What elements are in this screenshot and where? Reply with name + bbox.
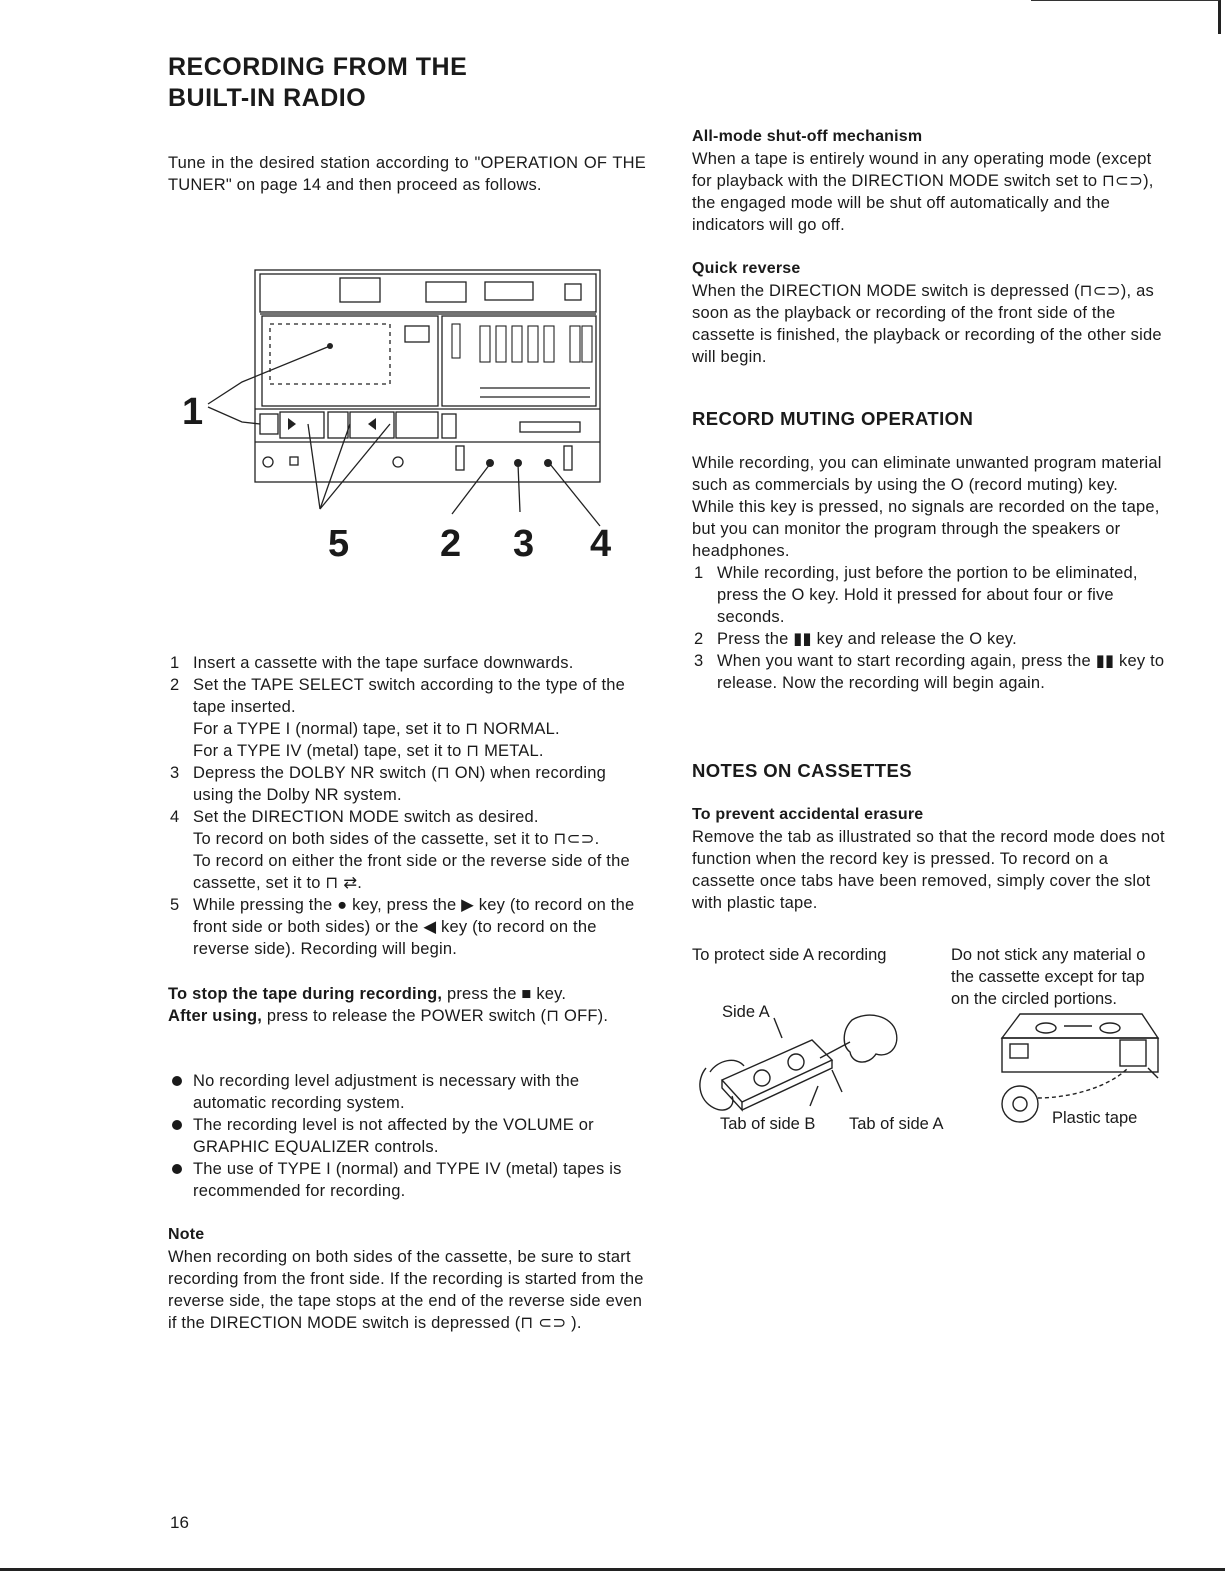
intro-text: Tune in the desired station according to "OPERATION OF THE TUNER" on page 14 and then proceed as follows. [168, 154, 646, 194]
step-number: 1 [694, 564, 704, 582]
label-tab-side-b: Tab of side B [720, 1115, 816, 1133]
shutoff-text: When a tape is entirely wound in any operating mode (except for playback with the DIRECTION MODE switch set to ⊓⊂⊃), the engaged mode will be shut off automatically and the indicators will go off. [692, 150, 1154, 234]
crop-mark [1031, 0, 1221, 34]
callout-4: 4 [590, 523, 612, 565]
step-text: While pressing the ● key, press the ▶ key (to record on the front side or both sides) or the ◀ key (to record on the reverse side). Recording will begin. [193, 896, 635, 958]
step-text: Set the DIRECTION MODE switch as desired. [193, 808, 539, 826]
step-text: Set the TAPE SELECT switch according to the type of the tape inserted. [193, 676, 625, 716]
step-number: 2 [694, 630, 704, 648]
step-text: Insert a cassette with the tape surface downwards. [193, 654, 574, 672]
step-item [168, 894, 646, 960]
callout-2: 2 [440, 523, 462, 565]
step-text: Depress the DOLBY NR switch (⊓ ON) when recording using the Dolby NR system. [193, 764, 607, 804]
note-text: When recording on both sides of the cassette, be sure to start recording from the front side. If the recording is started from the reverse side, the tape stops at the end of the reverse side even if the DIRECTION MODE switch is depressed (⊓ ⊂⊃ ). [168, 1248, 644, 1332]
stop-instructions [168, 983, 646, 1027]
page-title [168, 52, 467, 114]
label-plastic-tape: Plastic tape [1052, 1109, 1138, 1127]
caption-line: the cassette except for tap [951, 968, 1145, 986]
label-side-a: Side A [722, 1003, 770, 1021]
erasure-heading: To prevent accidental erasure [692, 806, 924, 823]
bottom-rule [0, 1568, 1225, 1571]
stop-label: To stop the tape during recording, [168, 985, 443, 1003]
step-number: 2 [170, 676, 180, 694]
intro-paragraph [168, 152, 646, 196]
shutoff-section [692, 126, 1170, 236]
callout-3: 3 [513, 523, 535, 565]
quick-reverse-section [692, 258, 1170, 368]
label-tab-side-a: Tab of side A [849, 1115, 944, 1133]
muting-paragraph-1: While recording, you can eliminate unwanted program material such as commercials by using the O (record muting) key. [692, 454, 1162, 494]
step-number: 3 [170, 764, 180, 782]
callout-1: 1 [182, 391, 204, 433]
notes-on-cassettes-heading: NOTES ON CASSETTES [692, 760, 912, 781]
page-number: 16 [170, 1513, 189, 1532]
muting-step [692, 628, 1170, 650]
bullet-item: The use of TYPE I (normal) and TYPE IV (metal) tapes is recommended for recording. [168, 1158, 646, 1202]
not-stick-caption [951, 944, 1185, 1010]
after-text: press to release the POWER switch (⊓ OFF). [262, 1007, 609, 1025]
step-item [168, 652, 646, 674]
muting-paragraph-2: While this key is pressed, no signals are recorded on the tape, but you can monitor the program through the speakers or headphones. [692, 498, 1160, 560]
after-label: After using, [168, 1007, 263, 1025]
recording-steps [168, 652, 646, 960]
step-item [168, 762, 646, 806]
step-text: To record on either the front side or the reverse side of the cassette, set it to ⊓ ⇄. [193, 852, 630, 892]
quick-reverse-heading: Quick reverse [692, 260, 801, 277]
cassette-tab-illustration [692, 1010, 932, 1120]
step-text: To record on both sides of the cassette, set it to ⊓⊂⊃. [193, 830, 600, 848]
note-heading: Note [168, 1226, 205, 1243]
step-item [168, 674, 646, 762]
step-text: When you want to start recording again, press the ▮▮ key to release. Now the recording will begin again. [717, 652, 1165, 692]
step-number: 4 [170, 808, 180, 826]
step-text: For a TYPE I (normal) tape, set it to ⊓ NORMAL. [193, 720, 560, 738]
step-number: 3 [694, 652, 704, 670]
step-text: Press the ▮▮ key and release the O key. [717, 630, 1017, 648]
after-line [168, 1005, 646, 1027]
stop-line [168, 983, 646, 1005]
caption-line: on the circled portions. [951, 990, 1118, 1008]
recorder-panel-illustration [180, 264, 620, 574]
protect-caption: To protect side A recording [692, 946, 887, 964]
title-line-2: BUILT-IN RADIO [168, 84, 367, 112]
record-muting-section [692, 408, 1170, 694]
muting-step [692, 650, 1170, 694]
step-item [168, 806, 646, 894]
step-number: 1 [170, 654, 180, 672]
stop-text: press the ■ key. [442, 985, 567, 1003]
bullet-list [168, 1070, 646, 1202]
notes-on-cassettes-section [692, 760, 1170, 914]
bullet-item: The recording level is not affected by the VOLUME or GRAPHIC EQUALIZER controls. [168, 1114, 646, 1158]
bullet-item: No recording level adjustment is necessary with the automatic recording system. [168, 1070, 646, 1114]
quick-reverse-text: When the DIRECTION MODE switch is depressed (⊓⊂⊃), as soon as the playback or recording of the front side of the cassette is finished, the playback or recording of the other side will begin. [692, 282, 1162, 366]
note-section [168, 1224, 646, 1334]
erasure-text: Remove the tab as illustrated so that the record mode does not function when the record key is pressed. To record on a cassette once tabs have been removed, simply cover the slot with plastic tape. [692, 828, 1165, 912]
record-muting-heading: RECORD MUTING OPERATION [692, 408, 974, 429]
recorder-diagram [180, 264, 620, 574]
step-text: For a TYPE IV (metal) tape, set it to ⊓ METAL. [193, 742, 544, 760]
muting-step [692, 562, 1170, 628]
step-number: 5 [170, 896, 180, 914]
shutoff-heading: All-mode shut-off mechanism [692, 128, 923, 145]
title-line-1: RECORDING FROM THE [168, 53, 468, 81]
caption-line: Do not stick any material o [951, 946, 1146, 964]
step-text: While recording, just before the portion to be eliminated, press the O key. Hold it pressed for about four or five seconds. [717, 564, 1138, 626]
callout-5: 5 [328, 523, 350, 565]
